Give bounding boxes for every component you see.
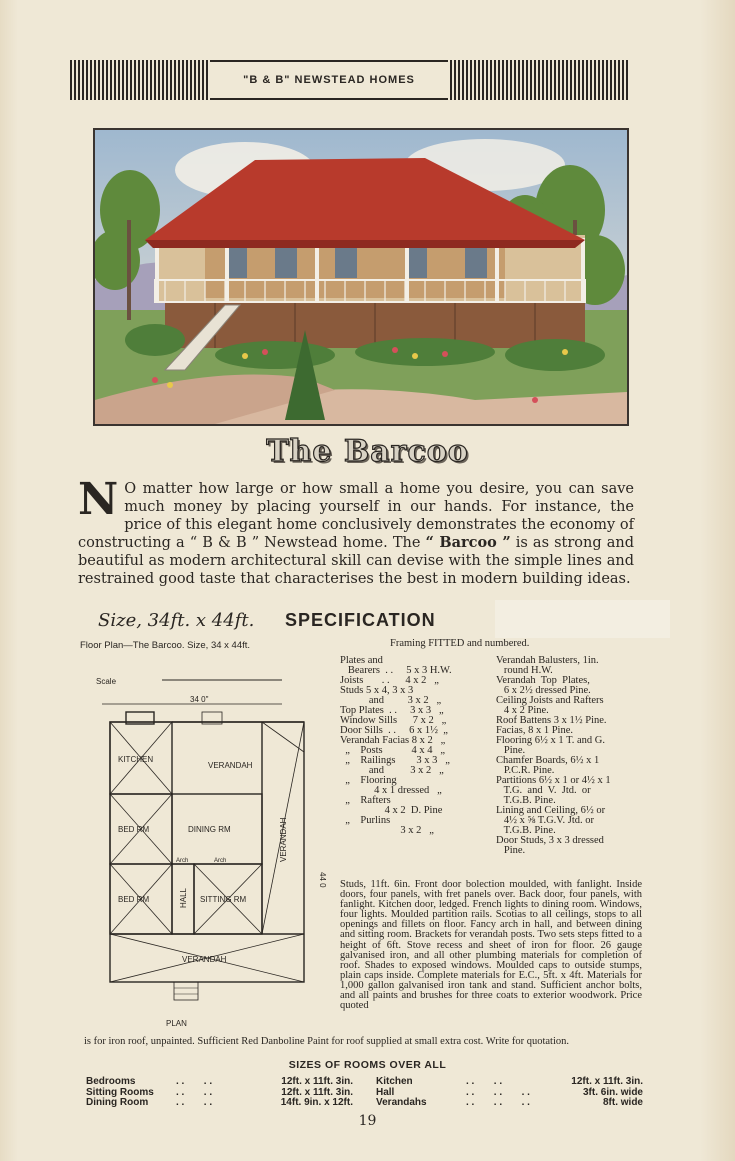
spec-line: Verandah Balusters, 1in. (496, 655, 599, 666)
plan-scale-label: Scale (96, 677, 117, 686)
spec-right-column (496, 656, 644, 856)
room-row (376, 1098, 643, 1109)
rooms-heading: SIZES OF ROOMS OVER ALL (288, 1059, 447, 1071)
spec-line: Plates and (340, 655, 383, 666)
room-size: 8ft. wide (602, 1097, 643, 1108)
room-size: 3ft. 6in. wide (582, 1086, 643, 1098)
spec-line: T.G.B. Pine. (496, 825, 556, 836)
spec-line: Joists . . 4 x 2 „ (340, 675, 439, 686)
spec-line: Pine. (496, 845, 526, 856)
spec-line: 4 x 2 D. Pine (340, 805, 443, 816)
room-dots: . . . . (176, 1086, 213, 1098)
plan-kitchen: KITCHEN (118, 755, 154, 764)
header-stripes-left (70, 60, 208, 100)
intro-paragraph (78, 474, 634, 588)
room-name: Kitchen (376, 1076, 413, 1087)
framing-note: Framing FITTED and numbered. (390, 638, 530, 649)
size-label: Size, 34ft. x 44ft. (98, 610, 255, 631)
spec-line: Flooring 6½ x 1 T. and G. (496, 735, 605, 746)
room-size: 12ft. x 11ft. 3in. (571, 1076, 643, 1087)
spec-line: Verandah Top Plates, (496, 675, 590, 686)
spec-line: and 3 x 2 „ (340, 765, 444, 776)
plan-dim-top: 34 0" (190, 695, 209, 704)
room-dots: . . . . . . (466, 1086, 530, 1098)
header-stripes-right (450, 60, 628, 100)
room-name: Sitting Rooms (86, 1086, 154, 1098)
floor-plan-caption: Floor Plan—The Barcoo. Size, 34 x 44ft. (80, 640, 251, 651)
spec-line: Partitions 6½ x 1 or 4½ x 1 (496, 775, 611, 786)
plan-arch-2: Arch (214, 858, 227, 864)
room-size: 12ft. x 11ft. 3in. (281, 1086, 353, 1098)
spec-line: „ Railings 3 x 3 „ (340, 755, 450, 766)
rooms-right (376, 1077, 643, 1109)
room-name: Verandahs (376, 1097, 427, 1108)
spec-left-column (340, 656, 500, 836)
room-size: 14ft. 9in. x 12ft. (280, 1097, 353, 1108)
spec-line: „ Purlins (340, 815, 391, 826)
rooms-left (86, 1077, 353, 1109)
room-dots: . . . . (176, 1076, 213, 1087)
plan-bed-rm-1: BED RM (118, 825, 150, 834)
page-title: The Barcoo (266, 434, 469, 469)
spec-line: Pine. (496, 745, 526, 756)
room-name: Bedrooms (86, 1076, 136, 1087)
spec-line: „ Posts 4 x 4 „ (340, 745, 445, 756)
specification-heading: SPECIFICATION (285, 610, 436, 630)
spec-line: 4 x 2 Pine. (496, 705, 549, 716)
plan-verandah-top: VERANDAH (208, 761, 253, 770)
spec-line: „ Rafters (340, 795, 391, 806)
header-title: "B & B" NEWSTEAD HOMES (210, 60, 448, 100)
spec-line: Verandah Facias 8 x 2 „ (340, 735, 446, 746)
spec-line: T.G. and V. Jtd. or (496, 785, 591, 796)
plan-dim-side: 44 0 (318, 872, 327, 888)
spec-line: 4½ x ⅝ T.G.V. Jtd. or (496, 815, 595, 826)
drop-cap: N (78, 474, 119, 525)
tape-patch (495, 600, 670, 638)
spec-line: Studs 5 x 4, 3 x 3 (340, 685, 414, 696)
house-illustration-svg (95, 130, 627, 424)
plan-label: PLAN (166, 1019, 187, 1028)
plan-arch-1: Arch (176, 858, 189, 864)
spec-line: „ Flooring (340, 775, 397, 786)
intro-text-1: O matter how large or how small a home you desire, you can save much money by placing yourself in our hands. For instance, the price of this elegant home conclusively demonstrates the economy of constructing a “ B & B ” Newstead home. The (78, 481, 634, 551)
spec-line: Door Studs, 3 x 3 dressed (496, 835, 604, 846)
floor-plan (82, 672, 342, 1032)
plan-dining-rm: DINING RM (188, 825, 231, 834)
spec-line: T.G.B. Pine. (496, 795, 556, 806)
plan-verandah-bottom: VERANDAH (182, 955, 227, 964)
spec-line: round H.W. (496, 665, 553, 676)
room-dots: . . . . (466, 1076, 503, 1087)
spec-paragraph-wide: is for iron roof, unpainted. Sufficient Red Danboline Paint for roof supplied at small extra cost. Write for quotation. (84, 1036, 569, 1047)
room-dots: . . . . (176, 1097, 213, 1108)
spec-line: 3 x 2 „ (340, 825, 434, 836)
plan-hall: HALL (179, 887, 188, 908)
spec-line: P.C.R. Pine. (496, 765, 555, 776)
spec-line: Door Sills . . 6 x 1½ „ (340, 725, 448, 736)
spec-paragraph: Studs, 11ft. 6in. Front door bolection moulded, with fanlight. Inside doors, four panels, with fret panels over. Back door, four panels, with fanlight. Kitchen door, ledged. French lights to dining room. Windows, four lights. Moulded partition rails. Scotias to all ceilings, stops to all openings and fillets on floor. Fancy arch in hall, and between dining and sitting room. Brackets for verandah posts. Two sets steps fitted to a height of 6ft. Stove recess and sheet of iron for floor. 26 gauge galvanised iron, and all other plumbing materials for completion of roof. Shades to exposed windows. Moulded caps to outside stumps, plain caps inside. Complete materials for E.C., 5ft. x 4ft. Materials for 1,000 gallon galvanised iron tank and stand. Sufficient anchor bolts, and all paints and brushes for three coats to exterior woodwork. Price quoted (340, 879, 642, 1012)
spec-line: Chamfer Boards, 6½ x 1 (496, 755, 600, 766)
spec-line: and 3 x 2 „ (340, 695, 442, 706)
spec-line: Bearers . . 5 x 3 H.W. (340, 665, 452, 676)
page-number: 19 (358, 1113, 377, 1129)
house-illustration (93, 128, 629, 426)
spec-line: Window Sills 7 x 2 „ (340, 715, 447, 726)
spec-line: Ceiling Joists and Rafters (496, 695, 604, 706)
header-band (70, 60, 628, 100)
spec-line: Top Plates . . 3 x 3 „ (340, 705, 444, 716)
room-row (376, 1077, 643, 1088)
spec-line: Roof Battens 3 x 1½ Pine. (496, 715, 607, 726)
intro-house-name: “ Barcoo ” (425, 534, 511, 551)
spec-line: Lining and Ceiling, 6½ or (496, 805, 606, 816)
plan-sitting-rm: SITTING RM (200, 895, 247, 904)
plan-verandah-side: VERANDAH (279, 817, 288, 862)
room-size: 12ft. x 11ft. 3in. (281, 1076, 353, 1087)
room-row (86, 1098, 353, 1109)
room-name: Dining Room (86, 1097, 149, 1108)
room-row (86, 1077, 353, 1088)
spec-line: 6 x 2½ dressed Pine. (496, 685, 591, 696)
plan-bed-rm-2: BED RM (118, 895, 150, 904)
intro-text-2: is as strong and beautiful as modern architectural skill can devise with the simple lines and restrained good taste that characterises the best in modern building ideas. (78, 535, 634, 587)
spec-line: 4 x 1 dressed „ (340, 785, 442, 796)
room-dots: . . . . . . (466, 1097, 530, 1108)
room-name: Hall (376, 1086, 395, 1098)
spec-line: Facias, 8 x 1 Pine. (496, 725, 573, 736)
